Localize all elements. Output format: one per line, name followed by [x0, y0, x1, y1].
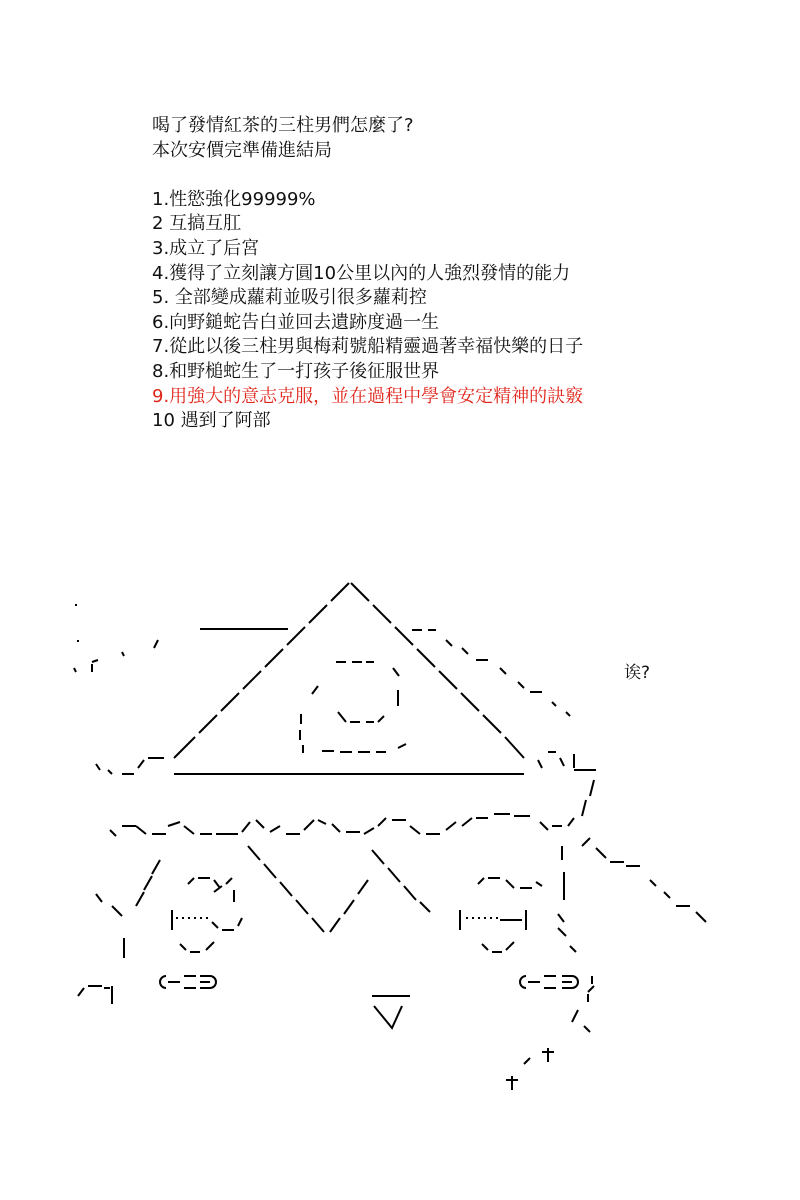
eye-swirl: [300, 662, 406, 753]
left-eye: [172, 878, 242, 952]
left-cheek-marks: [160, 976, 216, 988]
option-item-8: 8.和野槌蛇生了一打孩子後征服世界: [152, 360, 440, 382]
exclaim-text: 诶?: [624, 663, 651, 683]
face-left-outline: [78, 860, 160, 1004]
lower-strokes: [506, 1010, 590, 1090]
option-item-5: 5. 全部變成蘿莉並吸引很多蘿莉控: [152, 287, 427, 309]
face-right-outline: [558, 838, 706, 952]
right-eye: [460, 878, 542, 952]
face-zigzag: [248, 846, 430, 932]
right-cheek-marks: [520, 976, 594, 1002]
blank-line: [152, 163, 772, 188]
option-item-2: 2 互搞互肛: [152, 213, 242, 235]
option-item-4: 4.獲得了立刻讓方圓10公里以內的人強烈發情的能力: [152, 262, 571, 284]
hat-brim: [110, 780, 594, 836]
story-title: 喝了發情紅茶的三柱男們怎麼了?: [152, 115, 414, 136]
option-item-1: 1.性慾強化99999%: [152, 188, 316, 210]
ascii-art-drawing: [0, 560, 800, 1100]
scatter-marks: [74, 604, 596, 774]
option-item-6: 6.向野鎚蛇告白並回去遺跡度過一生: [152, 311, 440, 333]
story-text: [152, 114, 772, 434]
story-subtitle: 本次安價完準備進結局: [152, 139, 332, 161]
option-item-3: 3.成立了后宮: [152, 237, 260, 259]
eye-triangle: [174, 583, 524, 774]
option-item-9-selected: 9.用強大的意志克服，並在過程中學會安定精神的訣竅: [152, 385, 584, 407]
option-item-7: 7.從此以後三柱男與梅莉號船精靈過著幸福快樂的日子: [152, 336, 584, 358]
option-item-10: 10 遇到了阿部: [152, 410, 271, 432]
mouth: [372, 996, 410, 1028]
